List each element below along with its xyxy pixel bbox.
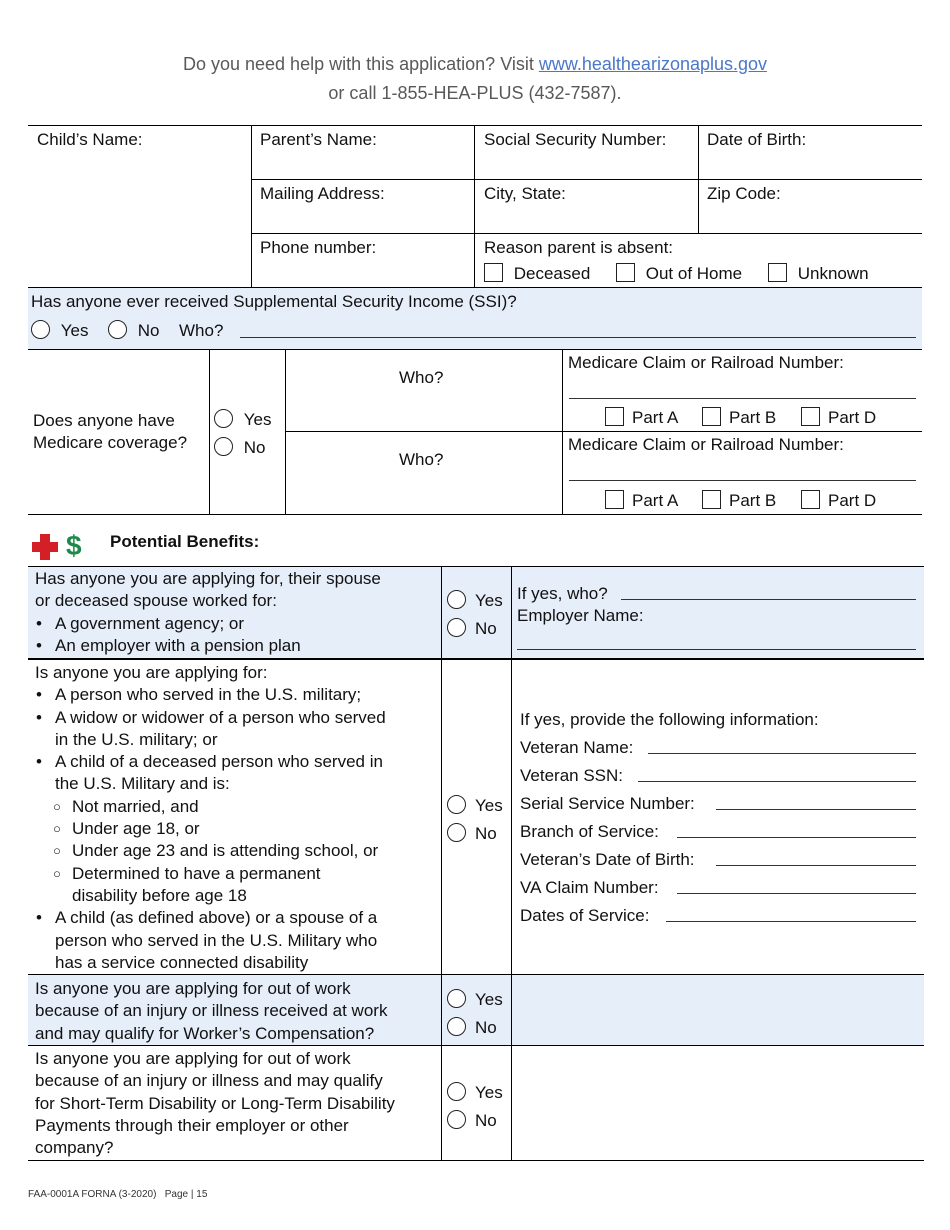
military-question (35, 662, 439, 974)
no-label: No (475, 1111, 497, 1130)
pension-yes-radio[interactable] (447, 590, 466, 609)
yes-label: Yes (475, 591, 503, 610)
if-yes-who-line[interactable] (621, 599, 916, 600)
yes-label: Yes (475, 1083, 503, 1102)
reason-label: Reason parent is absent: (484, 238, 674, 257)
city-state-label: City, State: (484, 184, 566, 203)
medicare-claim-line-2[interactable] (569, 480, 916, 481)
disability-line: Payments through their employer or other (35, 1115, 349, 1135)
out-of-home-checkbox[interactable] (616, 263, 635, 282)
military-sub-bullet: ○ Under age 18, or (35, 818, 439, 840)
military-bullet: • A widow or widower of a person who served in the U.S. military; or (35, 707, 439, 752)
part-a-2 (605, 490, 678, 512)
part-d-1 (801, 407, 876, 429)
veteran-ssn-line[interactable] (638, 781, 916, 782)
military-yes (447, 795, 503, 817)
disability-question (35, 1048, 439, 1159)
medicare-no-radio[interactable] (214, 437, 233, 456)
part-d-checkbox[interactable] (801, 407, 820, 426)
veteran-name-label: Veteran Name: (520, 738, 634, 757)
military-no (447, 823, 497, 845)
unknown-checkbox[interactable] (768, 263, 787, 282)
ssi-who-line[interactable] (240, 337, 916, 338)
workers-comp-yes (447, 989, 503, 1011)
part-a-label: Part A (632, 491, 679, 510)
deceased-label: Deceased (513, 264, 591, 283)
disability-yes-radio[interactable] (447, 1082, 466, 1101)
part-d-2 (801, 490, 876, 512)
ssi-question: Has anyone ever received Supplemental Security Income (SSI)? (31, 292, 517, 311)
footer (28, 1184, 207, 1206)
part-a-1 (605, 407, 678, 429)
part-a-checkbox[interactable] (605, 407, 624, 426)
ssi-no (108, 320, 159, 342)
military-bullet: • A child of a deceased person who served in the U.S. Military and is: (35, 751, 439, 796)
veteran-name-line[interactable] (648, 753, 916, 754)
deceased-checkbox[interactable] (484, 263, 503, 282)
military-sub-bullet: ○ Determined to have a permanent disability before age 18 (35, 863, 439, 908)
help-text: Do you need help with this application? Visit (182, 54, 539, 74)
employer-name-label: Employer Name: (517, 606, 644, 625)
part-b-label: Part B (729, 408, 777, 427)
military-bullet: • A person who served in the U.S. military; (35, 684, 439, 706)
disability-yes (447, 1082, 503, 1104)
serial-service-number-label: Serial Service Number: (520, 794, 695, 813)
part-d-label: Part D (828, 408, 877, 427)
part-a-checkbox[interactable] (605, 490, 624, 509)
disability-no-radio[interactable] (447, 1110, 466, 1129)
veteran-dob-line[interactable] (716, 865, 916, 866)
part-b-2 (702, 490, 776, 512)
military-yes-radio[interactable] (447, 795, 466, 814)
ssi-no-radio[interactable] (108, 320, 127, 339)
medicare-claim-label-1: Medicare Claim or Railroad Number: (568, 353, 844, 372)
unknown-label: Unknown (797, 264, 869, 283)
pension-line-2: or deceased spouse worked for: (35, 591, 277, 611)
dollar-icon: $ (66, 530, 82, 561)
help-line-2: or call 1-855-HEA-PLUS (432-7587). (328, 83, 622, 103)
workers-comp-question (35, 978, 439, 1045)
pension-question (35, 568, 435, 657)
disability-line: because of an injury or illness and may qualify (35, 1071, 383, 1091)
workers-comp-line: and may qualify for Worker’s Compensation? (35, 1023, 375, 1043)
medicare-yes-label: Yes (243, 410, 272, 429)
child-name-label: Child’s Name: (37, 130, 143, 149)
workers-comp-line: Is anyone you are applying for out of work (35, 979, 351, 998)
ssi-yes (31, 320, 88, 342)
medicare-who-2: Who? (399, 450, 444, 469)
disability-line: for Short-Term Disability or Long-Term Disability (35, 1093, 395, 1113)
pension-line-1: Has anyone you are applying for, their spouse (35, 569, 381, 588)
part-b-1 (702, 407, 776, 429)
medicare-no-label: No (243, 438, 266, 457)
part-b-checkbox[interactable] (702, 407, 721, 426)
medicare-claim-line-1[interactable] (569, 398, 916, 399)
veteran-info-title: If yes, provide the following information: (520, 710, 819, 729)
va-claim-number-label: VA Claim Number: (520, 878, 659, 897)
no-label: No (475, 824, 497, 843)
medicare-yes-radio[interactable] (214, 409, 233, 428)
form-id: FAA-0001A FORNA (3-2020) (28, 1189, 157, 1200)
pension-bullet: • An employer with a pension plan (35, 635, 435, 657)
medicare-question-1: Does anyone have (33, 411, 175, 430)
red-cross-icon (31, 533, 59, 561)
medicare-question-2: Medicare coverage? (33, 433, 188, 452)
workers-comp-yes-radio[interactable] (447, 989, 466, 1008)
military-no-radio[interactable] (447, 823, 466, 842)
no-label: No (475, 619, 497, 638)
medicare-claim-label-2: Medicare Claim or Railroad Number: (568, 435, 844, 454)
veteran-dob-label: Veteran’s Date of Birth: (520, 850, 695, 869)
mailing-address-label: Mailing Address: (260, 184, 385, 203)
workers-comp-no (447, 1017, 497, 1039)
pension-bullet: • A government agency; or (35, 613, 435, 635)
ssi-no-label: No (137, 321, 160, 340)
ssi-yes-radio[interactable] (31, 320, 50, 339)
help-line-1 (0, 50, 950, 79)
medicare-who-1: Who? (399, 368, 444, 387)
part-b-label: Part B (729, 491, 777, 510)
page-number: Page | 15 (164, 1189, 208, 1200)
disability-no (447, 1110, 497, 1132)
military-sub-bullet: ○ Under age 23 and is attending school, or (35, 840, 439, 862)
ssi-yes-label: Yes (60, 321, 89, 340)
part-b-checkbox[interactable] (702, 490, 721, 509)
branch-of-service-line[interactable] (677, 837, 916, 838)
reason-deceased (484, 263, 590, 285)
pension-no (447, 618, 497, 640)
military-intro: Is anyone you are applying for: (35, 663, 268, 682)
va-claim-number-line[interactable] (677, 893, 916, 894)
military-sub-bullet: ○ Not married, and (35, 796, 439, 818)
yes-label: Yes (475, 796, 503, 815)
out-of-home-label: Out of Home (645, 264, 743, 283)
dob-label: Date of Birth: (707, 130, 807, 149)
yes-label: Yes (475, 990, 503, 1009)
reason-out-of-home (616, 263, 742, 285)
veteran-ssn-label: Veteran SSN: (520, 766, 624, 785)
phone-label: Phone number: (260, 238, 377, 257)
reason-unknown (768, 263, 869, 285)
dates-of-service-line[interactable] (666, 921, 916, 922)
zip-label: Zip Code: (707, 184, 781, 203)
disability-line: Is anyone you are applying for out of work (35, 1049, 351, 1068)
part-d-label: Part D (828, 491, 877, 510)
workers-comp-line: because of an injury or illness received at work (35, 1001, 388, 1021)
military-bullet: • A child (as defined above) or a spouse of a person who served in the U.S. Military who has a service connected disability (35, 907, 439, 974)
ssi-who-label: Who? (179, 321, 224, 340)
no-label: No (475, 1018, 497, 1037)
workers-comp-no-radio[interactable] (447, 1017, 466, 1036)
branch-of-service-label: Branch of Service: (520, 822, 659, 841)
pension-yes (447, 590, 503, 612)
pension-no-radio[interactable] (447, 618, 466, 637)
serial-service-number-line[interactable] (716, 809, 916, 810)
disability-line: company? (35, 1138, 114, 1158)
website-link[interactable]: www.healthearizonaplus.gov (538, 54, 768, 74)
employer-name-line[interactable] (517, 649, 916, 650)
part-a-label: Part A (632, 408, 679, 427)
if-yes-who-label: If yes, who? (517, 584, 608, 603)
medicare-yes (214, 409, 271, 431)
potential-benefits-title: Potential Benefits: (110, 532, 260, 551)
part-d-checkbox[interactable] (801, 490, 820, 509)
parent-name-label: Parent’s Name: (260, 130, 377, 149)
dates-of-service-label: Dates of Service: (520, 906, 650, 925)
ssn-label: Social Security Number: (484, 130, 667, 149)
medicare-no (214, 437, 265, 459)
